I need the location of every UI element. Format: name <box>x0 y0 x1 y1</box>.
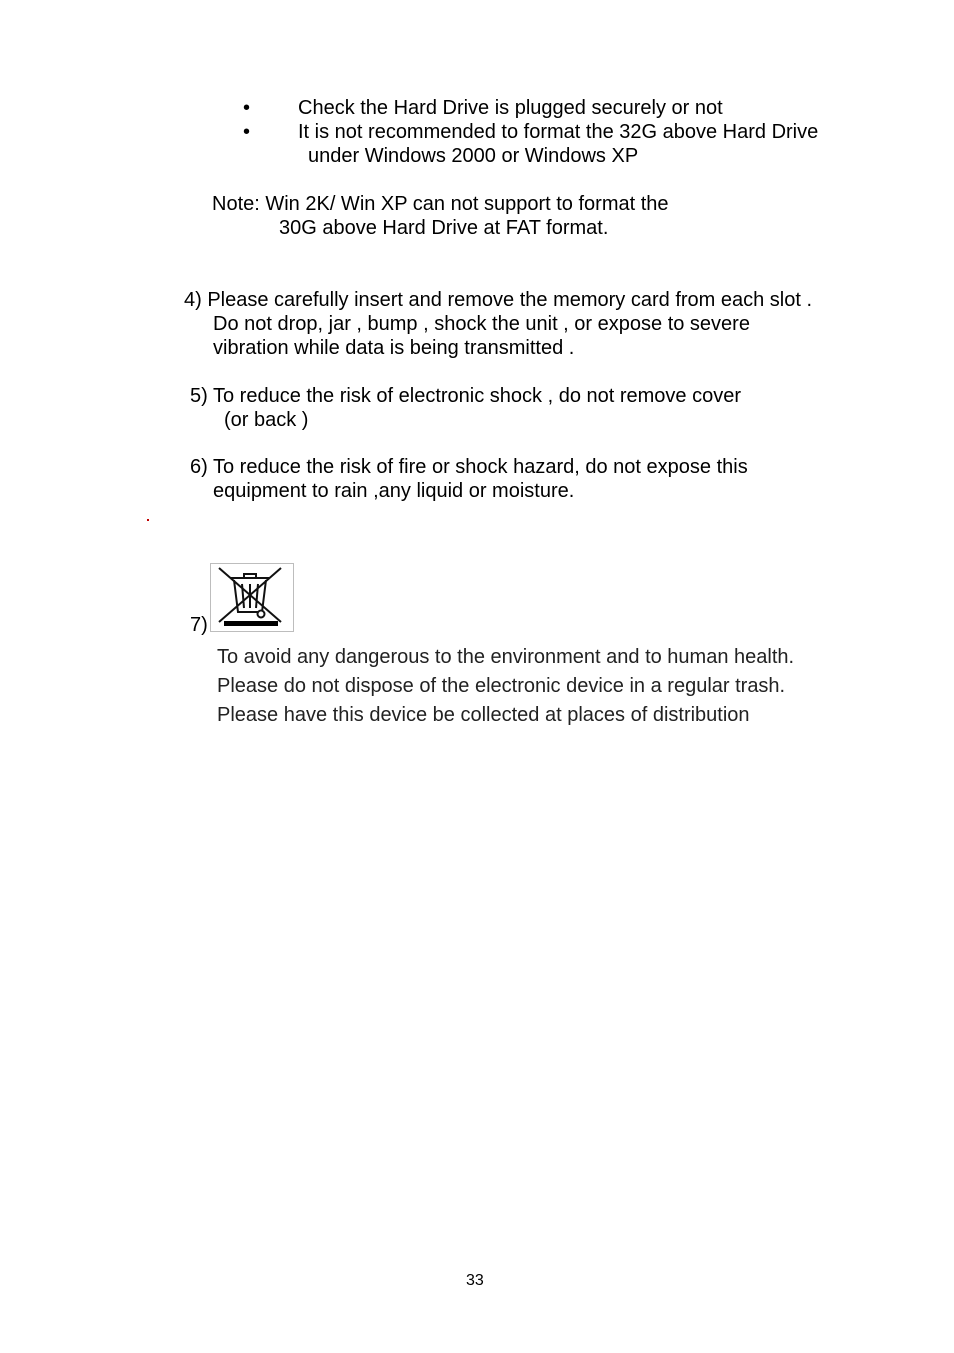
item-7-line-1: To avoid any dangerous to the environment and to human health. <box>217 646 795 668</box>
item-6-line-1: 6) To reduce the risk of fire or shock hazard, do not expose this <box>190 456 748 478</box>
item-7-number: 7) <box>190 614 208 636</box>
bullet-text-1: Check the Hard Drive is plugged securely or not <box>298 97 723 119</box>
bullet-text-2: It is not recommended to format the 32G above Hard Drive <box>298 121 819 143</box>
bullet-symbol: • <box>243 121 251 143</box>
page-number: 33 <box>466 1272 484 1289</box>
item-7-line-2: Please do not dispose of the electronic device in a regular trash. <box>217 675 786 697</box>
bullet-symbol: • <box>243 97 251 119</box>
stray-mark <box>147 519 149 521</box>
item-4-line-2: Do not drop, jar , bump , shock the unit , or expose to severe <box>213 313 750 335</box>
item-4-line-1: 4) Please carefully insert and remove the memory card from each slot . <box>184 289 813 311</box>
bullet-text-2-cont: under Windows 2000 or Windows XP <box>308 145 639 167</box>
weee-crossed-bin-icon <box>210 563 294 632</box>
item-5-line-2: (or back ) <box>224 409 309 431</box>
item-4-line-3: vibration while data is being transmitted . <box>213 337 575 359</box>
note-line-2: 30G above Hard Drive at FAT format. <box>279 217 609 239</box>
item-6-line-2: equipment to rain ,any liquid or moisture. <box>213 480 575 502</box>
item-7-line-3: Please have this device be collected at places of distribution <box>217 704 750 726</box>
item-5-line-1: 5) To reduce the risk of electronic shock , do not remove cover <box>190 385 742 407</box>
note-line-1: Note: Win 2K/ Win XP can not support to format the <box>212 193 669 215</box>
